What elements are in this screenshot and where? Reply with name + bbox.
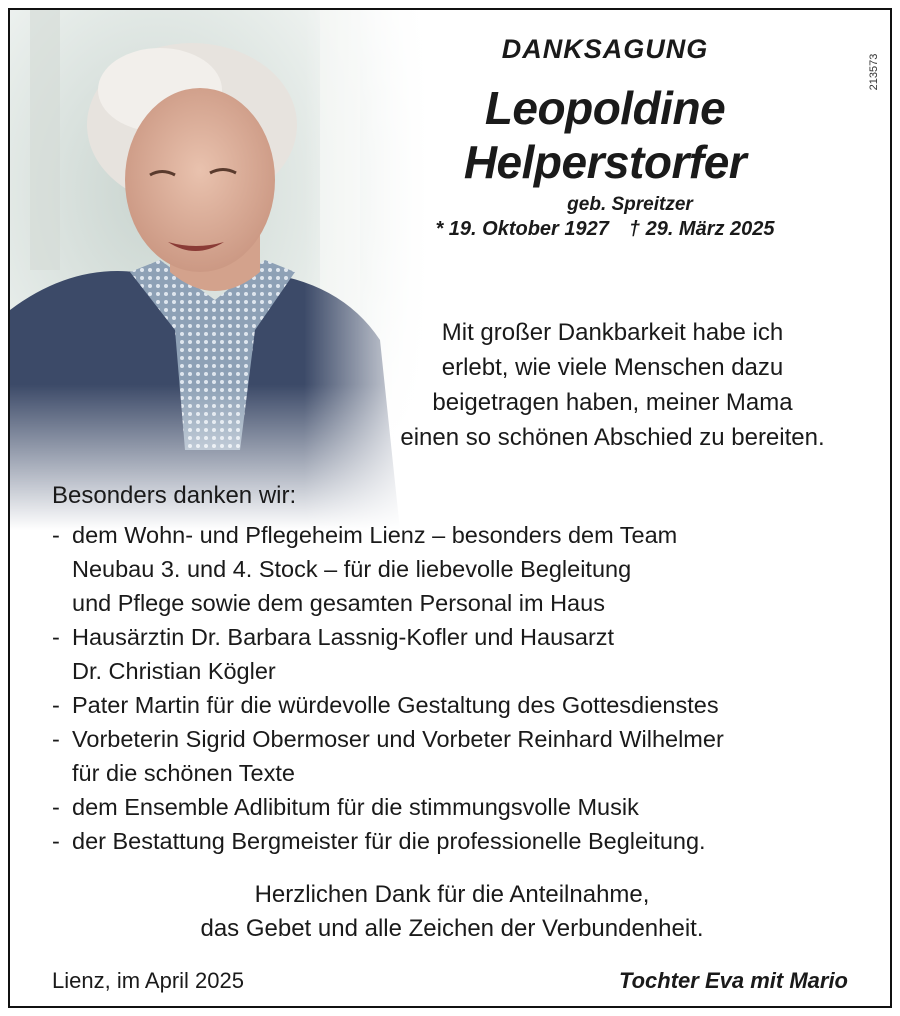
deceased-first-name: Leopoldine [484, 82, 726, 134]
list-item: - dem Ensemble Adlibitum für die stimmungsvolle Musik [52, 794, 639, 820]
list-item: - Pater Martin für die würdevolle Gestaltung des Gottesdienstes [52, 692, 719, 718]
closing-text: Herzlichen Dank für die Anteilnahme, das Gebet und alle Zeichen der Verbundenheit. [200, 881, 704, 942]
signature: Tochter Eva mit Mario [618, 968, 848, 993]
life-dates [405, 218, 805, 241]
list-item: - dem Wohn- und Pflegeheim Lienz – besonders dem Team Neubau 3. und 4. Stock – für die liebevolle Begleitung und Pflege sowie dem gesamten Personal im Haus [52, 522, 678, 616]
deceased-last-name: Helperstorfer [463, 136, 747, 189]
notice-frame [8, 8, 892, 1008]
thanks-list [52, 518, 872, 858]
maiden-name: geb. Spreitzer [567, 193, 693, 215]
intro-text: Mit großer Dankbarkeit habe ich erlebt, wie viele Menschen dazu beigetragen haben, meiner Mama einen so schönen Abschied zu bereiten. [400, 319, 825, 451]
reference-code: 213573 [868, 53, 880, 91]
notice-title: DANKSAGUNG [501, 34, 709, 64]
death-date: † 29. März 2025 [628, 217, 775, 240]
list-item: - Vorbeterin Sigrid Obermoser und Vorbeter Reinhard Wilhelmer für die schönen Texte [52, 726, 724, 786]
place-date: Lienz, im April 2025 [52, 968, 244, 993]
birth-date: * 19. Oktober 1927 [435, 217, 609, 240]
notice-header [405, 32, 805, 241]
thanks-heading: Besonders danken wir: [52, 482, 297, 509]
list-item: - Hausärztin Dr. Barbara Lassnig-Kofler und Hausarzt Dr. Christian Kögler [52, 624, 615, 684]
list-item: - der Bestattung Bergmeister für die professionelle Begleitung. [52, 828, 706, 854]
